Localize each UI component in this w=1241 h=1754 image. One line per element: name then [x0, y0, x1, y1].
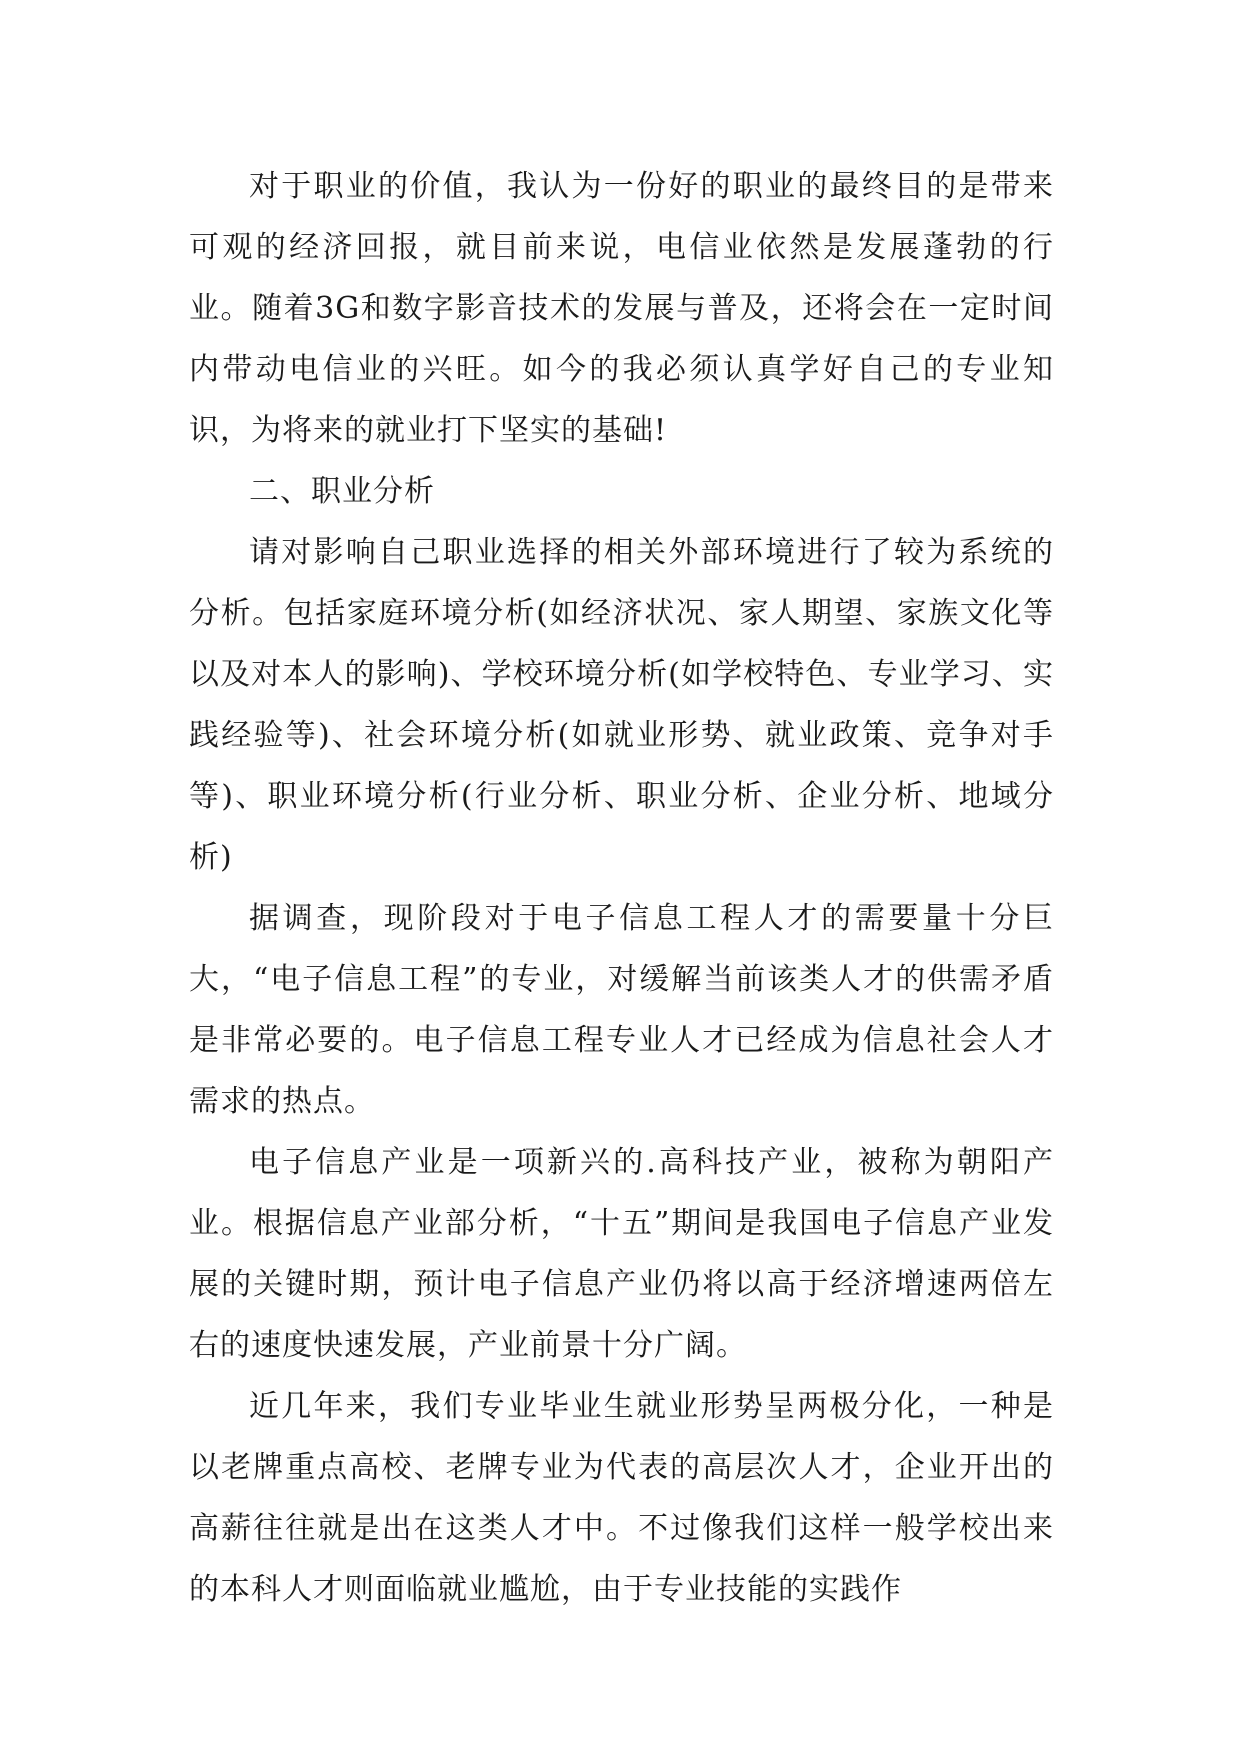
- paragraph-employment-situation: 近几年来，我们专业毕业生就业形势呈两极分化，一种是以老牌重点高校、老牌专业为代表的高层次人才，企业开出的高薪往往就是出在这类人才中。不过像我们这样一般学校出来的本科人才则面临就业尴尬，由于专业技能的实践作: [189, 1389, 1054, 1607]
- paragraph-environment-analysis: 请对影响自己职业选择的相关外部环境进行了较为系统的分析。包括家庭环境分析(如经济状况、家人期望、家族文化等以及对本人的影响)、学校环境分析(如学校特色、专业学习、实践经验等)、社会环境分析(如就业形势、就业政策、竞争对手等)、职业环境分析(行业分析、职业分析、企业分析、地域分析): [189, 535, 1054, 875]
- document-body: [189, 156, 1054, 1620]
- paragraph-talent-demand: 据调查，现阶段对于电子信息工程人才的需要量十分巨大，“电子信息工程”的专业，对缓解当前该类人才的供需矛盾是非常必要的。电子信息工程专业人才已经成为信息社会人才需求的热点。: [189, 901, 1054, 1119]
- paragraph-career-value: 对于职业的价值，我认为一份好的职业的最终目的是带来可观的经济回报，就目前来说，电信业依然是发展蓬勃的行业。随着3G和数字影音技术的发展与普及，还将会在一定时间内带动电信业的兴旺。如今的我必须认真学好自己的专业知识，为将来的就业打下坚实的基础!: [189, 169, 1054, 448]
- paragraph-industry-outlook: 电子信息产业是一项新兴的.高科技产业，被称为朝阳产业。根据信息产业部分析，“十五”期间是我国电子信息产业发展的关键时期，预计电子信息产业仍将以高于经济增速两倍左右的速度快速发展，产业前景十分广阔。: [189, 1145, 1054, 1363]
- section-heading-career-analysis: 二、职业分析: [249, 474, 435, 509]
